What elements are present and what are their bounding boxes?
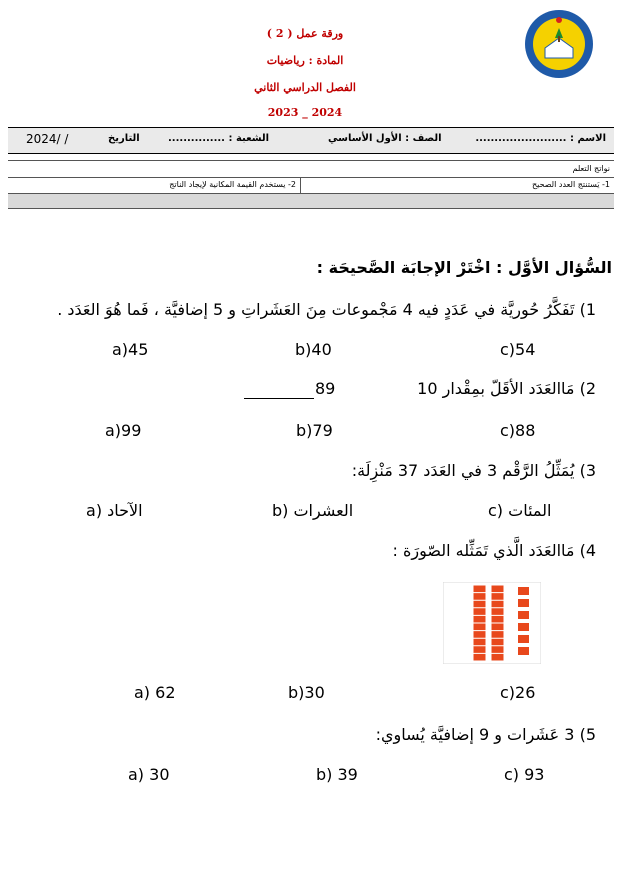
question-2-text: 2) مَاالعَدَد الأقَلّ بمِقْدار 10 [417, 379, 596, 398]
q1-option-b[interactable]: b)40 [295, 340, 332, 359]
subject-line: المادة : رياضيات [266, 54, 344, 67]
q1-option-a[interactable]: a)45 [112, 340, 149, 359]
question-4-text: 4) مَاالعَدَد الَّذي تَمَثِّله الصّورَة : [392, 541, 596, 560]
term-line: الفصل الدراسي الثاني [254, 81, 356, 94]
section-field: الشعبة : ............... [168, 133, 270, 144]
q4-option-b[interactable]: b)30 [288, 683, 325, 702]
q5-option-a[interactable]: a) 30 [128, 765, 170, 784]
q1-option-c[interactable]: c)54 [500, 340, 536, 359]
paper-title: ورقة عمل ( 2 ) [266, 27, 344, 40]
outcome-2: 2- يستخدم القيمة المكانية لإيجاد الناتج [169, 180, 296, 189]
q2-option-a[interactable]: a)99 [105, 421, 142, 440]
student-info-bar [8, 127, 614, 154]
q5-option-c[interactable]: c) 93 [504, 765, 545, 784]
base-ten-blocks-image [443, 582, 541, 664]
date-value: 2024/ / [26, 132, 69, 146]
school-logo [523, 8, 595, 80]
learning-outcomes-table [8, 160, 614, 209]
q4-option-c[interactable]: c)26 [500, 683, 536, 702]
q3-option-a[interactable]: الآحاد (a [86, 501, 143, 520]
question-1-text: 1) تَفَكَّرُ حُوريَّة في عَدَدٍ فيه 4 مَجْموعات مِنَ العَشَراتِ و 5 إضافيَّة ، فَما هُوَ العَدَد . [57, 300, 596, 319]
answer-blank[interactable] [244, 398, 314, 399]
q2-value: 89 [315, 379, 336, 398]
q4-option-a[interactable]: a) 62 [134, 683, 176, 702]
question-3-text: 3) يُمَثِّلُ الرَّقْم 3 في العَدَد 37 مَنْزِلَة: [351, 461, 596, 480]
date-label: التاريخ [108, 133, 140, 144]
question-5-text: 5) 3 عَشَرات و 9 إضافيَّة يُساوي: [375, 725, 596, 744]
q3-option-b[interactable]: العشرات (b [272, 501, 354, 520]
name-field: الاسم : ........................ [475, 133, 606, 144]
outcome-1: 1- يَستنتج العدد الصحيح [532, 180, 610, 189]
q2-option-b[interactable]: b)79 [296, 421, 333, 440]
year-line: 2024 _ 2023 [267, 106, 343, 119]
q3-option-c[interactable]: المئات (c [488, 501, 552, 520]
outcomes-title: نواتج التعلم [572, 164, 610, 173]
q2-option-c[interactable]: c)88 [500, 421, 536, 440]
grade-label: الصف : الأول الأساسي [328, 133, 442, 144]
q5-option-b[interactable]: b) 39 [316, 765, 358, 784]
section-title: السُّؤال الأوَّل : اخْتَرْ الإجابَة الصَّحيحَة : [316, 258, 612, 277]
